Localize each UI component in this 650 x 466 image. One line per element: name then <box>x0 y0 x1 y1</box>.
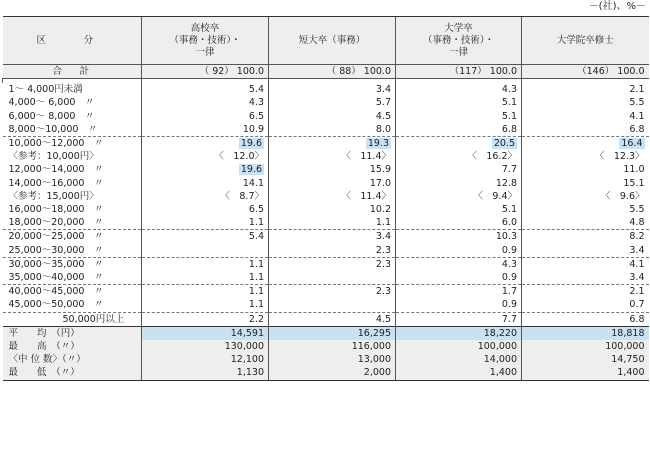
stat-label: 平 均 （円） <box>3 326 142 340</box>
table-cell: 3.4 <box>269 83 396 96</box>
header-category: 区 分 <box>3 17 142 65</box>
table-cell: 0.9 <box>396 298 522 312</box>
table-cell: 1.7 <box>396 285 522 299</box>
table-cell: 15.1 <box>522 177 649 190</box>
highlighted-value: 19.3 <box>367 138 389 150</box>
table-row <box>3 285 649 299</box>
total-cell: （146） 100.0 <box>522 65 649 79</box>
table-cell: 12.8 <box>396 177 522 190</box>
total-cell: （ 88） 100.0 <box>269 65 396 79</box>
table-cell: 10.2 <box>269 203 396 216</box>
stat-label: 〈中 位 数〉（〃） <box>3 353 142 366</box>
table-cell: 6.0 <box>396 216 522 230</box>
table-row <box>3 257 649 271</box>
table-cell: 2.1 <box>522 83 649 96</box>
stat-cell: 1,400 <box>396 366 522 380</box>
table-row <box>3 137 649 151</box>
stat-cell: 18,220 <box>396 326 522 340</box>
table-cell: 1.1 <box>142 285 269 299</box>
table-cell: 〈 9.6〉 <box>522 190 649 203</box>
row-label: 〈参考：15,000円〉 <box>8 190 99 202</box>
highlighted-value: 16.4 <box>621 138 643 150</box>
stat-cell: 14,000 <box>396 353 522 366</box>
table-cell: 4.5 <box>269 312 396 326</box>
table-cell: 6.8 <box>522 123 649 137</box>
table-cell: 8.0 <box>269 123 396 137</box>
table-cell: 1.1 <box>269 216 396 230</box>
table-cell: 2.2 <box>142 312 269 326</box>
table-cell: 4.8 <box>522 216 649 230</box>
row-label: 16,000～18,000 〃 <box>8 204 104 216</box>
table-body <box>3 65 649 381</box>
table-cell: 7.7 <box>396 163 522 176</box>
row-label: 40,000～45,000 〃 <box>3 285 142 299</box>
table-cell: 2.3 <box>269 257 396 271</box>
table-cell: 4.1 <box>522 257 649 271</box>
table-row <box>3 244 649 258</box>
table-cell: 2.3 <box>269 285 396 299</box>
header-junior-college: 短大卒（事務） <box>269 17 396 65</box>
table-cell: 5.5 <box>522 203 649 216</box>
total-cell: （ 92） 100.0 <box>142 65 269 79</box>
table-cell: 4.1 <box>522 110 649 123</box>
table-cell: 〈 11.4〉 <box>269 150 396 163</box>
starting-salary-distribution-table <box>2 16 649 381</box>
table-cell: 6.5 <box>142 203 269 216</box>
table-row <box>3 230 649 244</box>
table-cell: 17.0 <box>269 177 396 190</box>
table-row <box>3 150 649 163</box>
table-row <box>3 96 649 109</box>
table-row <box>3 110 649 123</box>
table-row <box>3 163 649 176</box>
table-cell <box>142 163 269 176</box>
table-cell: 3.4 <box>522 271 649 285</box>
row-label: 10,000～12,000 〃 <box>3 137 142 151</box>
table-cell: 0.9 <box>396 244 522 258</box>
table-cell: 1.1 <box>142 271 269 285</box>
stat-cell: 1,400 <box>522 366 649 380</box>
stat-row <box>3 366 649 380</box>
table-cell <box>142 137 269 151</box>
table-cell: 11.0 <box>522 163 649 176</box>
table-cell: 3.4 <box>522 244 649 258</box>
row-label: 30,000～35,000 〃 <box>3 257 142 271</box>
table-cell: 5.5 <box>522 96 649 109</box>
stat-label: 最 低 （〃） <box>3 366 142 380</box>
table-cell: 10.3 <box>396 230 522 244</box>
row-label: 8,000～10,000 〃 <box>8 123 98 135</box>
table-cell: 10.9 <box>142 123 269 137</box>
row-label: 〈参考：10,000円〉 <box>8 151 99 163</box>
table-cell: 15.9 <box>269 163 396 176</box>
table-row <box>3 190 649 203</box>
stat-cell: 12,100 <box>142 353 269 366</box>
stat-cell: 130,000 <box>142 340 269 353</box>
row-label: 50,000円以上 <box>3 312 142 326</box>
table-cell <box>269 271 396 285</box>
row-label: 14,000～16,000 〃 <box>8 177 104 189</box>
table-row <box>3 216 649 230</box>
header-masters: 大学院卒修士 <box>522 17 649 65</box>
table-cell: 4.3 <box>142 96 269 109</box>
table-cell: 〈 12.3〉 <box>522 150 649 163</box>
table-cell <box>396 137 522 151</box>
stat-cell: 2,000 <box>269 366 396 380</box>
stat-row <box>3 353 649 366</box>
table-row <box>3 271 649 285</box>
row-label: 18,000～20,000 〃 <box>8 217 104 229</box>
header-university: 大学卒 （事務・技術）・ 一律 <box>396 17 522 65</box>
stat-cell: 13,000 <box>269 353 396 366</box>
table-cell: 0.9 <box>396 271 522 285</box>
unit-note: －(社)、%－ <box>588 1 646 12</box>
table-cell: 8.2 <box>522 230 649 244</box>
highlighted-value: 20.5 <box>493 138 515 150</box>
header-high-school: 高校卒 （事務・技術）・ 一律 <box>142 17 269 65</box>
table-cell: 5.1 <box>396 110 522 123</box>
total-label: 合 計 <box>3 65 142 79</box>
table-cell: 7.7 <box>396 312 522 326</box>
table-cell <box>522 137 649 151</box>
table-cell: 5.4 <box>142 83 269 96</box>
table-cell: 14.1 <box>142 177 269 190</box>
row-label: 20,000～25,000 〃 <box>3 230 142 244</box>
row-label: 1～ 4,000円未満 <box>8 84 83 96</box>
table-cell: 5.1 <box>396 203 522 216</box>
highlighted-value: 19.6 <box>240 164 262 176</box>
table-cell: 6.8 <box>396 123 522 137</box>
row-label: 35,000～40,000 〃 <box>8 272 104 284</box>
row-label: 6,000～ 8,000 〃 <box>8 110 95 122</box>
table-row <box>3 312 649 326</box>
table-cell: 〈 9.4〉 <box>396 190 522 203</box>
table-cell: 〈 8.7〉 <box>142 190 269 203</box>
table-cell: 1.1 <box>142 298 269 312</box>
stat-cell: 14,750 <box>522 353 649 366</box>
table-cell: 1.1 <box>142 257 269 271</box>
table-cell: 〈 16.2〉 <box>396 150 522 163</box>
table-cell <box>269 137 396 151</box>
stat-cell: 100,000 <box>522 340 649 353</box>
table-cell: 5.7 <box>269 96 396 109</box>
table-cell: 5.4 <box>142 230 269 244</box>
total-cell: （117） 100.0 <box>396 65 522 79</box>
table-cell: 3.4 <box>269 230 396 244</box>
table-cell: 6.5 <box>142 110 269 123</box>
stat-cell: 100,000 <box>396 340 522 353</box>
table-cell: 4.5 <box>269 110 396 123</box>
table-cell: 2.1 <box>522 285 649 299</box>
table-row <box>3 123 649 137</box>
stat-cell: 116,000 <box>269 340 396 353</box>
stat-cell: 1,130 <box>142 366 269 380</box>
table-row <box>3 177 649 190</box>
table-cell: 5.1 <box>396 96 522 109</box>
table-cell <box>142 244 269 258</box>
table-cell: 1.1 <box>142 216 269 230</box>
table-cell: 〈 12.0〉 <box>142 150 269 163</box>
stat-row <box>3 326 649 340</box>
stat-label: 最 高 （〃） <box>3 340 142 353</box>
stat-cell: 18,818 <box>522 326 649 340</box>
stat-cell: 16,295 <box>269 326 396 340</box>
table-row <box>3 203 649 216</box>
highlighted-value: 19.6 <box>240 138 262 150</box>
table-row <box>3 298 649 312</box>
total-row <box>3 65 649 79</box>
table-cell: 〈 11.4〉 <box>269 190 396 203</box>
header-row <box>3 17 649 65</box>
table-cell: 0.7 <box>522 298 649 312</box>
stat-cell: 14,591 <box>142 326 269 340</box>
stat-row <box>3 340 649 353</box>
table-cell: 4.3 <box>396 257 522 271</box>
row-label: 12,000～14,000 〃 <box>8 164 104 176</box>
table-row <box>3 83 649 96</box>
row-label: 4,000～ 6,000 〃 <box>8 97 95 109</box>
row-label: 25,000～30,000 〃 <box>8 244 104 256</box>
table-cell: 4.3 <box>396 83 522 96</box>
table-cell: 6.8 <box>522 312 649 326</box>
table-cell <box>269 298 396 312</box>
table-cell: 2.3 <box>269 244 396 258</box>
row-label: 45,000～50,000 〃 <box>8 299 104 311</box>
